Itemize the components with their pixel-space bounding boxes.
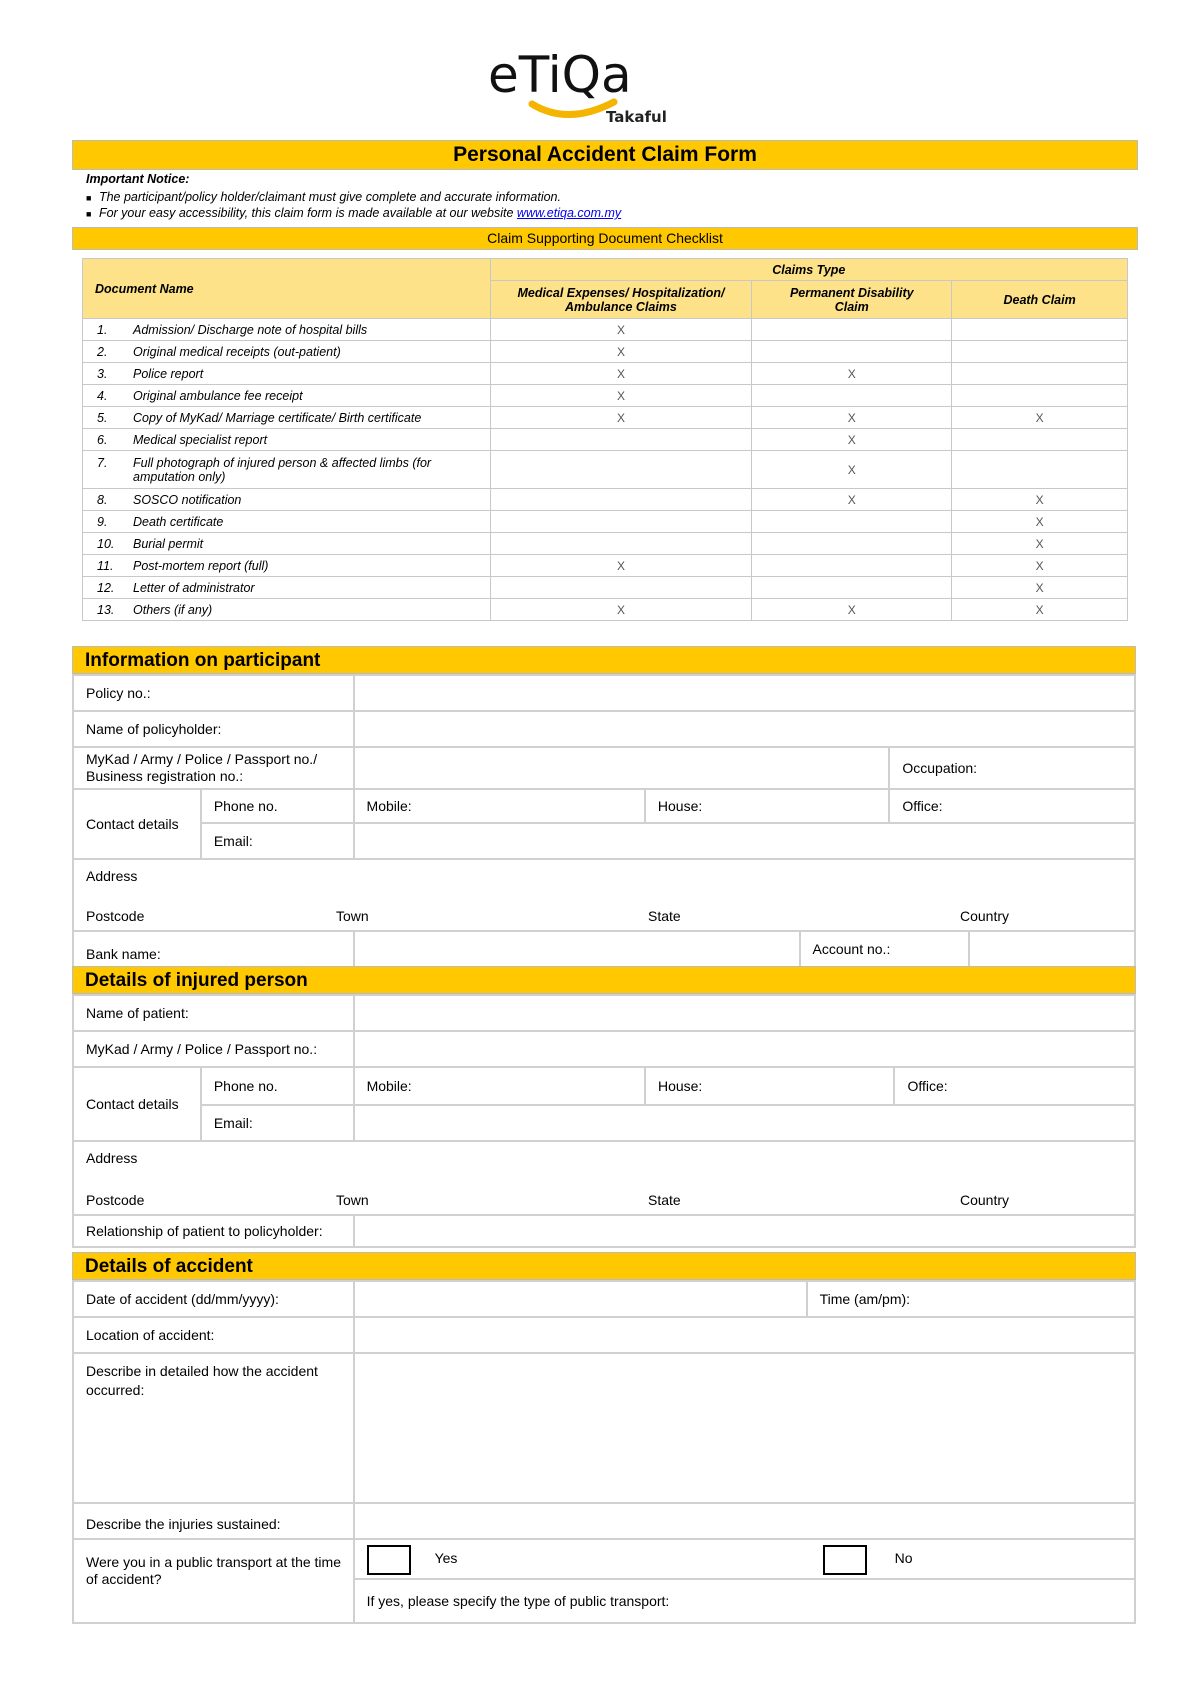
checklist-mark: X [490,319,752,341]
row-number: 2. [97,344,108,359]
public-transport-label: Were you in a public transport at the time of accident? [73,1539,354,1623]
injured-house-field[interactable]: House: [645,1067,895,1105]
checklist-mark [752,577,952,599]
checklist-row [83,341,1128,363]
checklist-mark: X [490,555,752,577]
describe-label: Describe in detailed how the accident occurred: [73,1353,354,1503]
injured-state-label: State [648,1192,681,1208]
checklist-mark [952,429,1128,451]
id-no-field[interactable] [354,747,890,789]
time-field[interactable]: Time (am/pm): [807,1281,1135,1317]
participant-section-header: Information on participant [72,646,1136,674]
mobile-field[interactable]: Mobile: [354,789,645,823]
bank-field[interactable] [354,931,800,967]
checklist-mark: X [952,555,1128,577]
checklist-row [83,385,1128,407]
postcode-label: Postcode [86,908,145,924]
checklist-doc-cell [83,489,491,511]
checklist-row [83,429,1128,451]
email-field[interactable] [354,823,1135,859]
checklist-mark: X [490,407,752,429]
address-field[interactable] [73,859,1135,931]
yes-label: Yes [434,1550,458,1566]
injured-section-header: Details of injured person [72,966,1136,994]
checklist-mark [752,533,952,555]
logo-sub: Takaful [606,108,667,126]
notice-bullet-text: The participant/policy holder/claimant must give complete and accurate information. [98,190,561,204]
document-name: Original medical receipts (out-patient) [133,344,341,359]
smile-icon [528,96,618,126]
injured-address-label: Address [86,1150,138,1166]
checklist-doc-cell [83,319,491,341]
row-number: 8. [97,492,108,507]
col-header-disability: Permanent Disability Claim [752,281,952,319]
patient-label: Name of patient: [73,995,354,1031]
checklist-mark [752,341,952,363]
document-name: Full photograph of injured person & affected limbs (for amputation only) [133,455,432,484]
injured-mobile-field[interactable]: Mobile: [354,1067,645,1105]
checklist-doc-cell [83,451,491,489]
yes-checkbox[interactable] [367,1545,411,1575]
occupation-label: Occupation: [889,747,1135,789]
checklist-doc-cell [83,363,491,385]
accident-section-header: Details of accident [72,1252,1136,1280]
house-field[interactable]: House: [645,789,889,823]
document-name: Post-mortem report (full) [133,558,269,573]
page-title: Personal Accident Claim Form [72,140,1138,170]
checklist-mark: X [952,511,1128,533]
checklist-mark: X [952,533,1128,555]
row-number: 4. [97,388,108,403]
checklist-mark [490,511,752,533]
notice-bullet-1: ■ The participant/policy holder/claimant must give complete and accurate information. [86,190,561,204]
checklist-mark: X [490,341,752,363]
checklist-mark: X [752,489,952,511]
checklist-mark [752,511,952,533]
account-field[interactable] [969,931,1135,967]
checklist-mark [952,341,1128,363]
row-number: 6. [97,432,108,447]
date-label: Date of accident (dd/mm/yyyy): [73,1281,354,1317]
describe-field[interactable] [354,1353,1135,1503]
checklist-mark: X [752,599,952,621]
checklist-mark: X [952,577,1128,599]
checklist-doc-cell [83,385,491,407]
no-checkbox[interactable] [823,1545,867,1575]
injured-town-label: Town [336,1192,369,1208]
checklist-mark: X [952,599,1128,621]
id-no-label: MyKad / Army / Police / Passport no./ Business registration no.: [73,747,354,789]
checklist-mark [952,363,1128,385]
checklist-mark: X [752,407,952,429]
checklist-mark [490,577,752,599]
row-number: 9. [97,514,108,529]
patient-field[interactable] [354,995,1135,1031]
participant-form [72,674,1136,968]
checklist-doc-cell [83,429,491,451]
row-number: 10. [97,536,115,551]
document-name: Copy of MyKad/ Marriage certificate/ Birth certificate [133,410,422,425]
phone-label: Phone no. [201,789,354,823]
injured-contact-label: Contact details [73,1067,201,1141]
notice-bullet-text: For your easy accessibility, this claim form is made available at our website [98,206,517,220]
checklist-mark: X [490,363,752,385]
office-field[interactable]: Office: [889,789,1135,823]
document-name: SOSCO notification [133,492,242,507]
checklist-doc-cell [83,577,491,599]
row-number: 5. [97,410,108,425]
checklist-mark [490,533,752,555]
checklist-row [83,407,1128,429]
checklist-mark: X [752,363,952,385]
checklist-mark [952,451,1128,489]
document-name: Others (if any) [133,602,213,617]
country-label: Country [960,908,1010,924]
col-header-medical: Medical Expenses/ Hospitalization/ Ambulance Claims [490,281,752,319]
address-label: Address [86,868,138,884]
notice-heading: Important Notice: [86,172,190,186]
checklist-doc-cell [83,407,491,429]
specify-field[interactable]: If yes, please specify the type of public transport: [354,1579,1135,1623]
injured-form [72,994,1136,1248]
col-header-death: Death Claim [952,281,1128,319]
checklist-mark [952,319,1128,341]
checklist-doc-cell [83,555,491,577]
injured-id-label: MyKad / Army / Police / Passport no.: [73,1031,354,1067]
row-number: 12. [97,580,115,595]
location-field[interactable] [354,1317,1135,1353]
row-number: 11. [97,558,114,573]
checklist-title: Claim Supporting Document Checklist [72,227,1138,250]
checklist-mark [752,555,952,577]
checklist-row [83,599,1128,621]
policy-no-field[interactable] [354,675,1135,711]
document-name: Death certificate [133,514,224,529]
document-name: Police report [133,366,204,381]
checklist-mark [490,489,752,511]
document-name: Letter of administrator [133,580,255,595]
checklist-mark: X [490,385,752,407]
state-label: State [648,908,681,924]
checklist-mark [490,451,752,489]
document-name: Admission/ Discharge note of hospital bills [133,322,368,337]
policyholder-label: Name of policyholder: [73,711,354,747]
row-number: 3. [97,366,108,381]
injured-address-field[interactable] [73,1141,1135,1215]
injured-office-field[interactable]: Office: [894,1067,1135,1105]
checklist-mark: X [752,451,952,489]
checklist-mark [752,385,952,407]
injured-email-label: Email: [201,1105,354,1141]
checklist-doc-cell [83,533,491,555]
checklist-mark: X [490,599,752,621]
contact-label: Contact details [73,789,201,859]
document-name: Original ambulance fee receipt [133,388,303,403]
document-name: Burial permit [133,536,204,551]
checklist-doc-cell [83,599,491,621]
row-number: 7. [97,455,108,470]
injured-country-label: Country [960,1192,1010,1208]
checklist-row [83,489,1128,511]
checklist-row [83,555,1128,577]
checklist-mark [952,385,1128,407]
checklist-mark: X [952,407,1128,429]
checklist-mark [490,429,752,451]
checklist-row [83,451,1128,489]
email-label: Email: [201,823,354,859]
checklist-mark: X [952,489,1128,511]
accident-form [72,1280,1136,1624]
checklist-table [82,258,1128,621]
injured-phone-label: Phone no. [201,1067,354,1105]
injuries-label: Describe the injuries sustained: [73,1503,354,1539]
injured-id-field[interactable] [354,1031,1135,1067]
document-name: Medical specialist report [133,432,268,447]
logo-brand: eTiQa [488,46,632,104]
checklist-row [83,511,1128,533]
no-label: No [894,1550,913,1566]
row-number: 1. [97,322,108,337]
checklist-row [83,319,1128,341]
checklist-doc-cell [83,341,491,363]
checklist-mark [752,319,952,341]
checklist-doc-cell [83,511,491,533]
policy-no-label: Policy no.: [73,675,354,711]
account-label: Account no.: [800,931,970,967]
etiqa-logo [488,46,668,127]
town-label: Town [336,908,369,924]
date-field[interactable] [354,1281,807,1317]
checklist-row [83,577,1128,599]
bank-label: Bank name: [73,931,354,967]
checklist-mark: X [752,429,952,451]
relationship-label: Relationship of patient to policyholder: [73,1215,354,1247]
checklist-row [83,533,1128,555]
website-link[interactable]: www.etiqa.com.my [516,206,622,220]
claims-type-header: Claims Type [490,259,1127,281]
policyholder-field[interactable] [354,711,1135,747]
injuries-field[interactable] [354,1503,1135,1539]
relationship-field[interactable] [354,1215,1135,1247]
notice-bullet-2: ■ For your easy accessibility, this claim form is made available at our website www.etiqa.com.my [86,206,622,220]
injured-postcode-label: Postcode [86,1192,145,1208]
checklist-row [83,363,1128,385]
injured-email-field[interactable] [354,1105,1135,1141]
row-number: 13. [97,602,115,617]
location-label: Location of accident: [73,1317,354,1353]
doc-name-header: Document Name [83,259,491,319]
